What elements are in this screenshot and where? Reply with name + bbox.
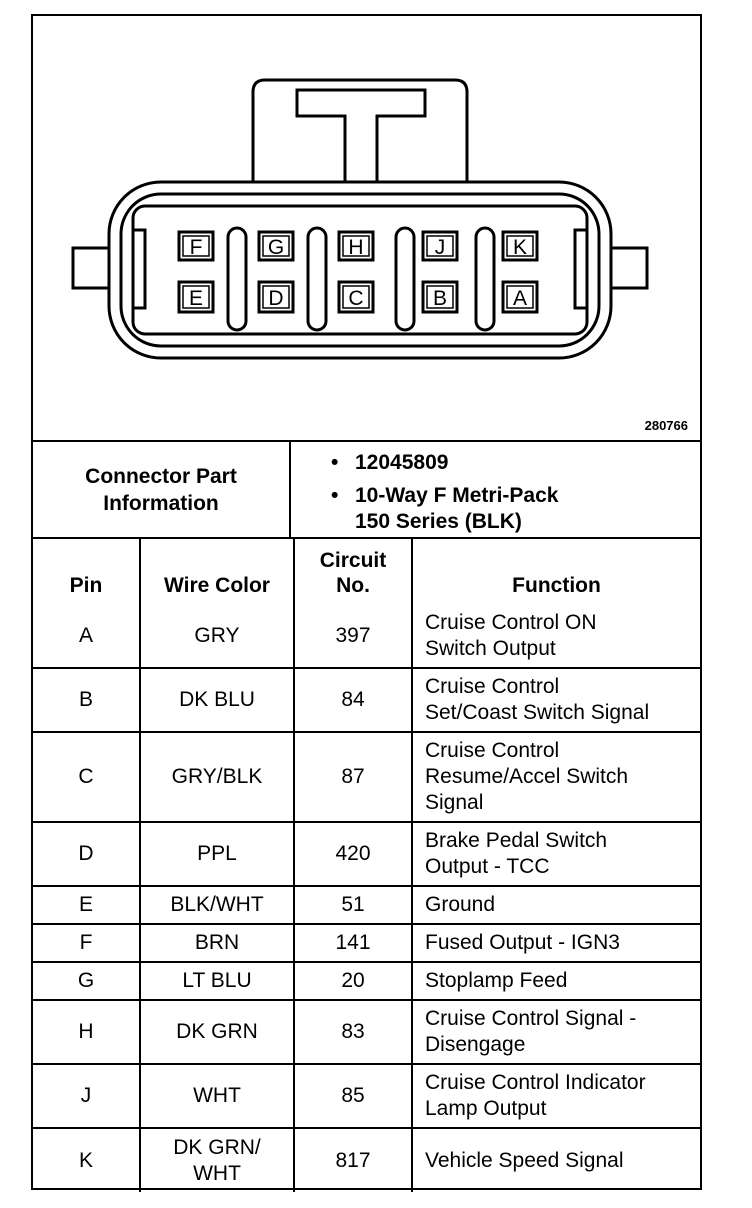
wire-color-cell bbox=[140, 822, 294, 886]
function-cell bbox=[412, 962, 700, 1000]
connector-left-ear bbox=[73, 248, 109, 288]
wire-color-cell bbox=[140, 1064, 294, 1128]
header-circuit-line2: No. bbox=[336, 574, 370, 597]
wire-color-cell bbox=[140, 924, 294, 962]
circuit-number-cell: 87 bbox=[294, 732, 412, 822]
connector-face-drawing bbox=[33, 16, 700, 440]
function-cell bbox=[412, 604, 700, 668]
function-line: Disengage bbox=[425, 1033, 526, 1056]
table-row bbox=[33, 1000, 700, 1064]
connector-type-line2: 150 Series (BLK) bbox=[355, 510, 522, 533]
bullet-icon: • bbox=[331, 451, 339, 474]
function-line: Stoplamp Feed bbox=[425, 969, 568, 992]
pin-label-bottom: D bbox=[268, 287, 284, 310]
pin-cell: E bbox=[33, 886, 140, 924]
pin-cell: D bbox=[33, 822, 140, 886]
function-line: Brake Pedal Switch bbox=[425, 829, 608, 852]
connector-latch-inner bbox=[297, 90, 425, 182]
table-row bbox=[33, 1064, 700, 1128]
pin-cell: J bbox=[33, 1064, 140, 1128]
pin-label-top: F bbox=[189, 236, 203, 259]
wire-color-cell bbox=[140, 1000, 294, 1064]
pin-label-top: G bbox=[267, 236, 285, 259]
connector-body-inner bbox=[121, 194, 599, 346]
pin-label-bottom: A bbox=[512, 287, 528, 310]
figure-reference-number: 280766 bbox=[644, 418, 688, 433]
table-row bbox=[33, 886, 700, 924]
connector-body-outer bbox=[109, 182, 611, 358]
pin-label-top: J bbox=[434, 236, 446, 259]
header-wire-color: Wire Color bbox=[140, 539, 294, 604]
circuit-number-cell: 84 bbox=[294, 668, 412, 732]
connector-right-notch bbox=[575, 230, 587, 308]
function-cell bbox=[412, 1000, 700, 1064]
connector-type-line1: 10-Way F Metri-Pack bbox=[355, 484, 559, 507]
wire-color-line: WHT bbox=[193, 1084, 241, 1107]
part-info-label-line2: Information bbox=[103, 491, 219, 515]
wire-color-line: GRY/BLK bbox=[171, 765, 263, 788]
pin-cell: F bbox=[33, 924, 140, 962]
separator-1 bbox=[228, 228, 246, 330]
function-line: Set/Coast Switch Signal bbox=[425, 701, 650, 724]
separator-4 bbox=[476, 228, 494, 330]
circuit-number-cell: 83 bbox=[294, 1000, 412, 1064]
part-number: 12045809 bbox=[355, 451, 449, 474]
pin-label-bottom: B bbox=[432, 287, 448, 310]
pin-cell: A bbox=[33, 604, 140, 668]
table-row bbox=[33, 668, 700, 732]
table-row bbox=[33, 732, 700, 822]
wire-color-line: BLK/WHT bbox=[170, 893, 264, 916]
connector-left-notch bbox=[133, 230, 145, 308]
function-cell bbox=[412, 924, 700, 962]
table-header-row bbox=[33, 539, 700, 604]
function-cell bbox=[412, 668, 700, 732]
connector-diagram bbox=[33, 16, 700, 442]
circuit-number-cell: 817 bbox=[294, 1128, 412, 1192]
header-pin: Pin bbox=[33, 539, 140, 604]
function-line: Cruise Control ON bbox=[425, 610, 597, 634]
pin-cell: C bbox=[33, 732, 140, 822]
pin-label-bottom: C bbox=[348, 287, 364, 310]
pin-rows bbox=[33, 604, 700, 1192]
wire-color-line: DK GRN/ bbox=[173, 1135, 261, 1159]
wire-color-cell bbox=[140, 668, 294, 732]
part-info-label bbox=[33, 442, 291, 537]
separator-3 bbox=[396, 228, 414, 330]
circuit-number-cell: 420 bbox=[294, 822, 412, 886]
function-line: Resume/Accel Switch bbox=[425, 765, 629, 788]
connector-cavity bbox=[133, 206, 587, 334]
pin-cell: H bbox=[33, 1000, 140, 1064]
wire-color-cell bbox=[140, 886, 294, 924]
circuit-number-cell: 141 bbox=[294, 924, 412, 962]
connector-latch bbox=[253, 80, 467, 182]
function-line: Cruise Control bbox=[425, 739, 560, 762]
table-row bbox=[33, 604, 700, 668]
header-function: Function bbox=[412, 539, 700, 604]
wire-color-line: WHT bbox=[193, 1161, 241, 1185]
function-line: Ground bbox=[425, 893, 496, 916]
connector-right-ear bbox=[611, 248, 647, 288]
wire-color-cell bbox=[140, 604, 294, 668]
part-info-label-line1: Connector Part bbox=[85, 464, 237, 488]
separator-2 bbox=[308, 228, 326, 330]
wire-color-line: BRN bbox=[194, 931, 240, 954]
function-cell bbox=[412, 886, 700, 924]
function-cell bbox=[412, 732, 700, 822]
pin-label-top: K bbox=[512, 236, 528, 259]
pin-label-top: H bbox=[348, 236, 364, 259]
function-line: Signal bbox=[425, 791, 484, 814]
header-circuit-no bbox=[294, 539, 412, 604]
part-info-details bbox=[291, 442, 700, 537]
pin-cell: B bbox=[33, 668, 140, 732]
table-row bbox=[33, 822, 700, 886]
table-row bbox=[33, 924, 700, 962]
function-line: Cruise Control Signal - bbox=[425, 1007, 637, 1030]
function-line: Lamp Output bbox=[425, 1097, 547, 1120]
function-cell bbox=[412, 1064, 700, 1128]
pin-function-table bbox=[33, 539, 700, 1192]
wire-color-line: DK GRN bbox=[176, 1020, 258, 1043]
connector-part-info bbox=[33, 442, 700, 539]
pin-label-bottom: E bbox=[188, 287, 204, 310]
wire-color-cell bbox=[140, 732, 294, 822]
circuit-number-cell: 397 bbox=[294, 604, 412, 668]
table-row bbox=[33, 962, 700, 1000]
bullet-icon: • bbox=[331, 484, 339, 507]
header-circuit-line1: Circuit bbox=[319, 549, 387, 572]
wire-color-cell bbox=[140, 1128, 294, 1192]
wire-color-line: GRY bbox=[194, 623, 240, 647]
function-line: Output - TCC bbox=[425, 855, 550, 878]
function-line: Fused Output - IGN3 bbox=[425, 931, 620, 954]
wire-color-cell bbox=[140, 962, 294, 1000]
wire-color-line: LT BLU bbox=[182, 969, 252, 992]
function-line: Vehicle Speed Signal bbox=[425, 1148, 624, 1172]
connector-sheet bbox=[31, 14, 702, 1190]
table-row bbox=[33, 1128, 700, 1192]
circuit-number-cell: 20 bbox=[294, 962, 412, 1000]
pin-cell: K bbox=[33, 1128, 140, 1192]
circuit-number-cell: 85 bbox=[294, 1064, 412, 1128]
wire-color-line: PPL bbox=[197, 842, 237, 865]
function-cell bbox=[412, 1128, 700, 1192]
function-line: Switch Output bbox=[425, 636, 556, 660]
function-line: Cruise Control Indicator bbox=[425, 1071, 646, 1094]
circuit-number-cell: 51 bbox=[294, 886, 412, 924]
pin-cell: G bbox=[33, 962, 140, 1000]
function-line: Cruise Control bbox=[425, 675, 560, 698]
wire-color-line: DK BLU bbox=[179, 688, 255, 711]
function-cell bbox=[412, 822, 700, 886]
